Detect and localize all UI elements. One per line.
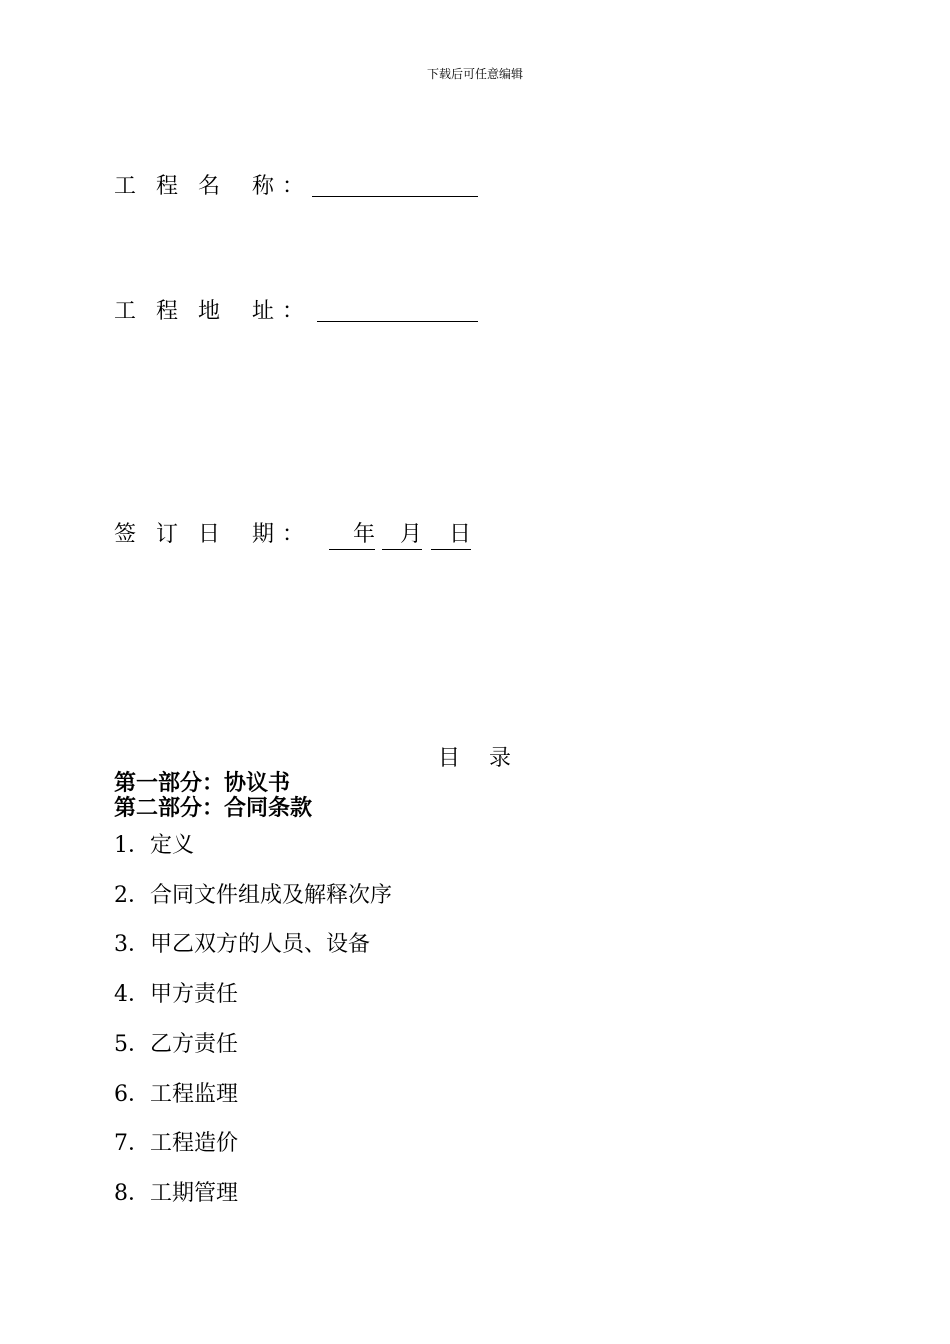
toc-item-text: 甲方责任	[150, 982, 239, 1007]
toc-item-number: 3．	[114, 932, 150, 957]
toc-list-item	[114, 831, 194, 861]
project-address-label-char: 程	[156, 299, 179, 324]
toc-item-number: 6．	[114, 1082, 150, 1107]
project-address-input-line[interactable]	[317, 321, 478, 322]
toc-item-number: 8．	[114, 1181, 150, 1206]
sign-date-year[interactable]: 年	[329, 520, 375, 550]
project-name-input-line[interactable]	[312, 196, 478, 197]
sign-date-label-char: 签	[114, 522, 137, 547]
toc-part1-heading: 第一部分：协议书	[114, 771, 291, 796]
toc-part2-heading: 第二部分：合同条款	[114, 796, 313, 821]
toc-list-item	[114, 1030, 238, 1060]
toc-item-number: 7．	[114, 1131, 150, 1156]
sign-date-day[interactable]: 日	[431, 520, 471, 550]
project-address-label-char: 工	[114, 299, 137, 324]
project-name-label-char: 称	[252, 174, 275, 199]
toc-list-item	[114, 1129, 238, 1159]
toc-list-item	[114, 1179, 238, 1209]
toc-list-item	[114, 980, 238, 1010]
sign-date-label-char: 日	[198, 522, 221, 547]
toc-item-number: 5．	[114, 1032, 150, 1057]
toc-item-text: 工程监理	[150, 1082, 239, 1107]
sign-date-colon: ：	[282, 522, 305, 547]
toc-list-item	[114, 930, 370, 960]
project-name-label-char: 名	[198, 174, 221, 199]
toc-item-number: 4．	[114, 982, 150, 1007]
toc-item-text: 乙方责任	[150, 1032, 239, 1057]
toc-title-char: 录	[489, 746, 512, 771]
toc-item-text: 工期管理	[150, 1181, 239, 1206]
project-name-label-char: 工	[114, 174, 137, 199]
toc-item-number: 1．	[114, 833, 150, 858]
toc-item-text: 工程造价	[150, 1131, 239, 1156]
page-header-note: 下载后可任意编辑	[426, 67, 523, 81]
project-name-colon: ：	[282, 174, 305, 199]
toc-item-text: 合同文件组成及解释次序	[150, 883, 393, 908]
toc-list-item	[114, 1080, 238, 1110]
toc-list-item	[114, 881, 392, 911]
toc-item-number: 2．	[114, 883, 150, 908]
project-address-label-char: 址	[252, 299, 275, 324]
toc-item-text: 定义	[150, 833, 195, 858]
project-address-label-char: 地	[198, 299, 221, 324]
sign-date-label-char: 订	[156, 522, 179, 547]
sign-date-month[interactable]: 月	[382, 520, 422, 550]
project-name-label-char: 程	[156, 174, 179, 199]
sign-date-label-char: 期	[252, 522, 275, 547]
project-address-colon: ：	[282, 299, 305, 324]
toc-title-char: 目	[438, 746, 461, 771]
toc-item-text: 甲乙双方的人员、设备	[150, 932, 371, 957]
